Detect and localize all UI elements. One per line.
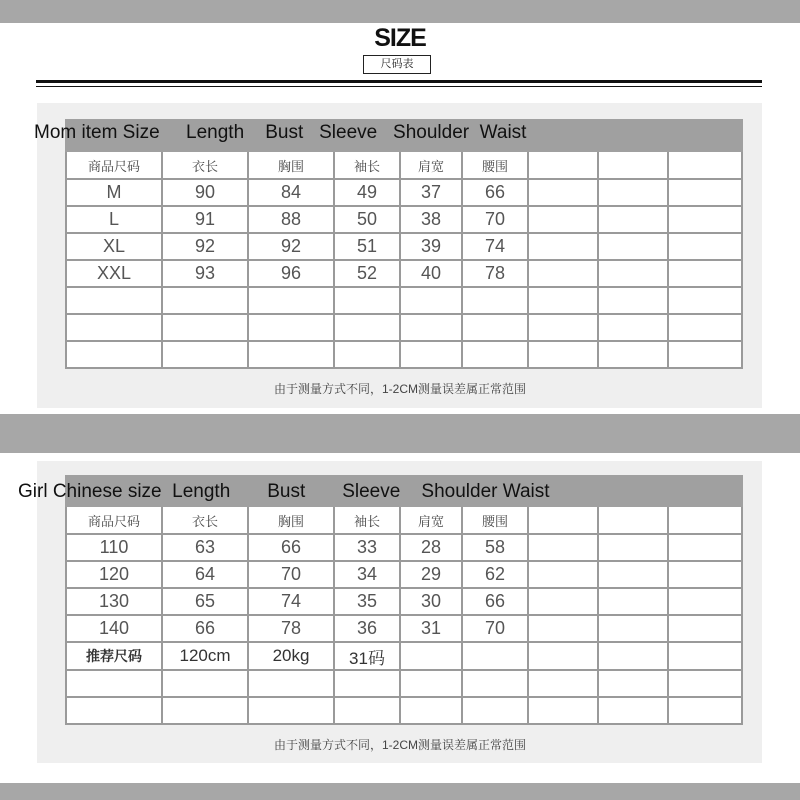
table-cell xyxy=(528,233,598,260)
recommend-label: 推荐尺码 xyxy=(66,642,162,670)
title-bar-cell xyxy=(598,476,668,506)
table-row xyxy=(66,179,742,206)
table-cell: 78 xyxy=(248,615,334,642)
table-row xyxy=(66,314,742,341)
header-cell xyxy=(668,151,742,179)
header-cell: 腰围 xyxy=(462,506,528,534)
table-cell xyxy=(66,314,162,341)
table-cell xyxy=(400,287,462,314)
table-cell: 33 xyxy=(334,534,400,561)
table-cell: 63 xyxy=(162,534,248,561)
table-cell: 62 xyxy=(462,561,528,588)
table-row xyxy=(66,206,742,233)
top-gray-band xyxy=(0,0,800,23)
table-cell: 52 xyxy=(334,260,400,287)
recommend-row xyxy=(66,642,742,670)
table-cell xyxy=(528,341,598,368)
table-cell xyxy=(598,670,668,697)
table-cell xyxy=(598,341,668,368)
table-cell xyxy=(668,670,742,697)
header-cell: 袖长 xyxy=(334,151,400,179)
header-cell: 肩宽 xyxy=(400,151,462,179)
header-cell: 衣长 xyxy=(162,151,248,179)
table-row xyxy=(66,287,742,314)
table-cell: 110 xyxy=(66,534,162,561)
table-cell xyxy=(598,260,668,287)
table-cell: 31码 xyxy=(334,642,400,670)
table-cell: 58 xyxy=(462,534,528,561)
table-cell xyxy=(66,287,162,314)
title-bar-cell xyxy=(598,120,668,151)
table-cell xyxy=(66,670,162,697)
header-cell: 衣长 xyxy=(162,506,248,534)
table-cell: 91 xyxy=(162,206,248,233)
header-cell xyxy=(598,151,668,179)
table-cell xyxy=(668,588,742,615)
table-cell: 39 xyxy=(400,233,462,260)
table-cell: XL xyxy=(66,233,162,260)
table-cell: 90 xyxy=(162,179,248,206)
table-cell xyxy=(668,615,742,642)
table-cell xyxy=(528,642,598,670)
table-cell: 70 xyxy=(248,561,334,588)
chinese-header-row xyxy=(66,151,742,179)
table-cell: M xyxy=(66,179,162,206)
table-cell xyxy=(598,697,668,724)
size-subtitle: 尺码表 xyxy=(363,55,431,74)
table-cell xyxy=(162,314,248,341)
header-cell: 肩宽 xyxy=(400,506,462,534)
table-cell xyxy=(400,642,462,670)
table-cell xyxy=(528,534,598,561)
table-cell xyxy=(334,287,400,314)
table-row xyxy=(66,260,742,287)
table-cell: 66 xyxy=(462,179,528,206)
table-cell xyxy=(462,697,528,724)
table-cell xyxy=(598,179,668,206)
header-rule-thick xyxy=(36,80,762,83)
table-cell: L xyxy=(66,206,162,233)
middle-gray-band xyxy=(0,414,800,453)
table-cell xyxy=(248,287,334,314)
table-cell xyxy=(162,287,248,314)
table-cell xyxy=(528,670,598,697)
table-cell: 40 xyxy=(400,260,462,287)
table-cell: 35 xyxy=(334,588,400,615)
table-cell: 120 xyxy=(66,561,162,588)
table-cell xyxy=(598,314,668,341)
table-cell: 92 xyxy=(162,233,248,260)
title-bar-cell xyxy=(668,476,742,506)
table-cell: 66 xyxy=(248,534,334,561)
table-row xyxy=(66,534,742,561)
table-cell: 36 xyxy=(334,615,400,642)
header-cell: 商品尺码 xyxy=(66,506,162,534)
table-cell xyxy=(400,697,462,724)
table-cell xyxy=(668,697,742,724)
table-cell xyxy=(400,314,462,341)
table-cell: XXL xyxy=(66,260,162,287)
girl-english-header: Girl Chinese size Length Bust Sleeve Shoulder Waist xyxy=(18,481,550,502)
title-bar-cell xyxy=(668,120,742,151)
table-cell: 70 xyxy=(462,615,528,642)
table-cell xyxy=(668,314,742,341)
table-cell: 64 xyxy=(162,561,248,588)
table-cell xyxy=(598,561,668,588)
table-cell xyxy=(162,341,248,368)
table-cell xyxy=(668,260,742,287)
table-cell: 130 xyxy=(66,588,162,615)
table-cell xyxy=(400,670,462,697)
table-cell xyxy=(248,697,334,724)
header-cell: 商品尺码 xyxy=(66,151,162,179)
table-cell: 66 xyxy=(462,588,528,615)
table-cell: 51 xyxy=(334,233,400,260)
table-cell xyxy=(598,615,668,642)
table-cell xyxy=(598,588,668,615)
header-cell: 袖长 xyxy=(334,506,400,534)
table-cell xyxy=(400,341,462,368)
table-cell xyxy=(334,314,400,341)
table-row xyxy=(66,561,742,588)
table-cell: 31 xyxy=(400,615,462,642)
header-cell: 腰围 xyxy=(462,151,528,179)
table-cell xyxy=(668,179,742,206)
table-cell: 120cm xyxy=(162,642,248,670)
table-cell: 34 xyxy=(334,561,400,588)
table-cell xyxy=(598,287,668,314)
table-cell xyxy=(598,534,668,561)
header-cell xyxy=(528,506,598,534)
table-cell xyxy=(528,179,598,206)
table-cell: 38 xyxy=(400,206,462,233)
header-cell: 胸围 xyxy=(248,506,334,534)
girl-size-table xyxy=(65,475,743,725)
header-cell: 胸围 xyxy=(248,151,334,179)
table-cell xyxy=(528,260,598,287)
table-cell: 50 xyxy=(334,206,400,233)
table-cell xyxy=(528,588,598,615)
table-cell xyxy=(334,341,400,368)
table-cell: 65 xyxy=(162,588,248,615)
table-cell: 88 xyxy=(248,206,334,233)
table-cell xyxy=(668,287,742,314)
table-cell: 84 xyxy=(248,179,334,206)
table-cell xyxy=(462,341,528,368)
table-cell xyxy=(248,314,334,341)
table-cell: 93 xyxy=(162,260,248,287)
table-cell xyxy=(598,233,668,260)
table-cell: 30 xyxy=(400,588,462,615)
table-row xyxy=(66,233,742,260)
table-cell xyxy=(528,697,598,724)
table-cell xyxy=(668,642,742,670)
table-cell: 28 xyxy=(400,534,462,561)
table-cell xyxy=(66,341,162,368)
table-cell: 74 xyxy=(248,588,334,615)
title-bar-cell xyxy=(528,120,598,151)
table-cell xyxy=(334,670,400,697)
table-cell xyxy=(668,561,742,588)
header-cell xyxy=(528,151,598,179)
table-row xyxy=(66,615,742,642)
table-cell xyxy=(162,670,248,697)
table-cell xyxy=(66,697,162,724)
table-cell xyxy=(528,287,598,314)
table-cell: 96 xyxy=(248,260,334,287)
table-cell xyxy=(462,287,528,314)
header-cell xyxy=(668,506,742,534)
table-cell xyxy=(598,642,668,670)
table-row xyxy=(66,588,742,615)
table-cell xyxy=(462,670,528,697)
table-cell: 37 xyxy=(400,179,462,206)
table-cell xyxy=(528,561,598,588)
table-cell xyxy=(248,670,334,697)
mom-measurement-note: 由于测量方式不同，1-2CM测量误差属正常范围 xyxy=(273,382,526,396)
table-cell xyxy=(162,697,248,724)
header-cell xyxy=(598,506,668,534)
table-cell: 70 xyxy=(462,206,528,233)
table-cell xyxy=(668,206,742,233)
table-cell xyxy=(668,341,742,368)
girl-measurement-note: 由于测量方式不同，1-2CM测量误差属正常范围 xyxy=(273,738,526,752)
table-cell xyxy=(598,206,668,233)
mom-size-table xyxy=(65,119,743,369)
table-cell: 78 xyxy=(462,260,528,287)
table-cell: 49 xyxy=(334,179,400,206)
chinese-header-row xyxy=(66,506,742,534)
table-cell xyxy=(668,534,742,561)
table-cell xyxy=(462,314,528,341)
bottom-gray-band xyxy=(0,783,800,800)
size-title: SIZE xyxy=(374,24,426,52)
table-row xyxy=(66,697,742,724)
table-cell: 92 xyxy=(248,233,334,260)
table-cell: 20kg xyxy=(248,642,334,670)
table-cell: 29 xyxy=(400,561,462,588)
table-cell xyxy=(248,341,334,368)
table-cell xyxy=(528,206,598,233)
table-cell xyxy=(528,615,598,642)
table-cell xyxy=(528,314,598,341)
table-cell xyxy=(334,697,400,724)
table-cell: 140 xyxy=(66,615,162,642)
header-rule-thin xyxy=(36,86,762,87)
table-cell: 74 xyxy=(462,233,528,260)
mom-english-header: Mom item Size Length Bust Sleeve Shoulder Waist xyxy=(34,122,527,143)
table-cell xyxy=(668,233,742,260)
table-cell xyxy=(462,642,528,670)
table-row xyxy=(66,341,742,368)
table-cell: 66 xyxy=(162,615,248,642)
table-row xyxy=(66,670,742,697)
